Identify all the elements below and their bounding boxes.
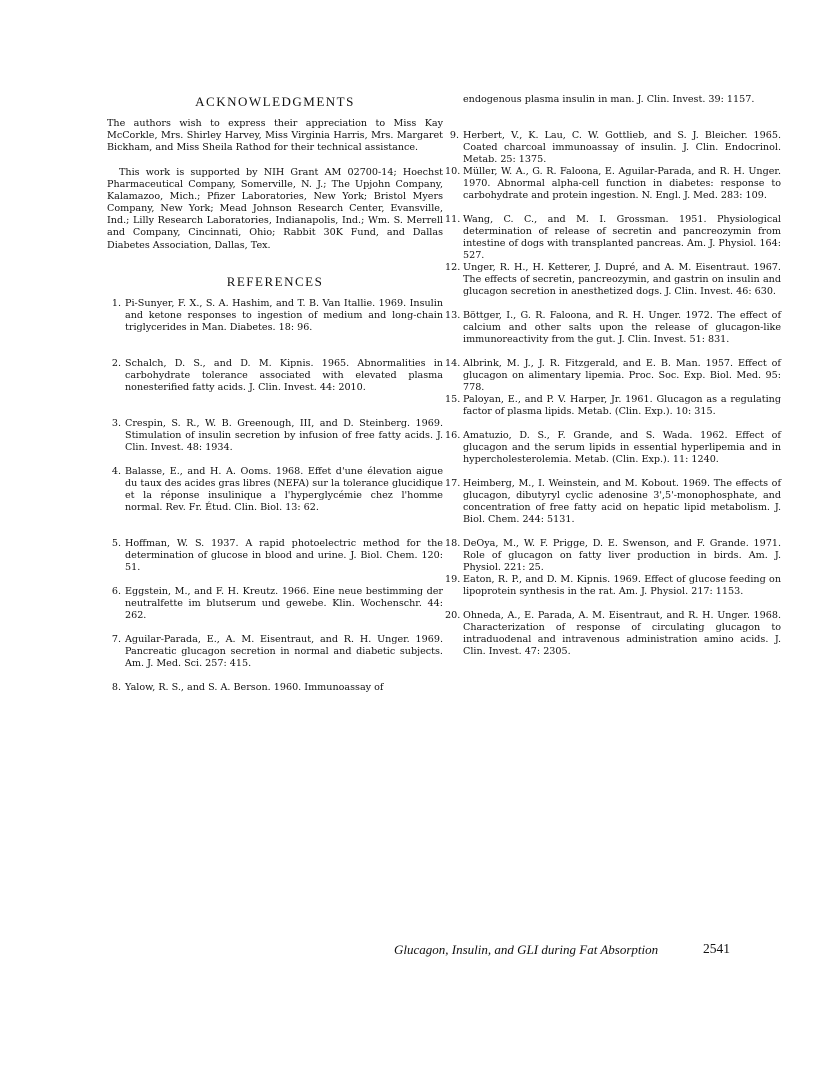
reference-item <box>107 298 443 334</box>
reference-text: Pi-Sunyer, F. X., S. A. Hashim, and T. B. Van Itallie. 1969. Insulin and ketone responses to ingestion of medium and long-chain triglycerides in Man. Diabetes. 18: 96. <box>125 298 443 334</box>
references-heading: REFERENCES <box>226 274 324 289</box>
reference-number: 18. <box>445 538 461 549</box>
reference-item <box>445 310 781 346</box>
reference-number: 10. <box>445 166 461 177</box>
reference-text: Paloyan, E., and P. V. Harper, Jr. 1961. Glucagon as a regulating factor of plasma lipids. Metab. (Clin. Exp.). 10: 315. <box>463 394 781 418</box>
reference-number: 9. <box>449 130 459 141</box>
reference-item <box>107 466 443 514</box>
reference-text: Albrink, M. J., J. R. Fitzgerald, and E. B. Man. 1957. Effect of glucagon on alimentary lipemia. Proc. Soc. Exp. Biol. Med. 95: 778. <box>463 358 781 394</box>
reference-number: 3. <box>111 418 121 429</box>
reference-text: Unger, R. H., H. Ketterer, J. Dupré, and A. M. Eisentraut. 1967. The effects of secretin, pancreozymin, and gastrin on insulin and glucagon secretion in anesthetized dogs. J. Clin. Invest. 46: 630. <box>463 262 781 298</box>
reference-item <box>445 394 781 418</box>
reference-item <box>445 574 781 598</box>
reference-item <box>107 358 443 394</box>
acknowledgments-support: This work is supported by NIH Grant AM 02700-14; Hoechst Pharmaceutical Company, Somerville, N. J.; The Upjohn Company, Kalamazoo, Mich.; Pfizer Laboratories, New York; Bristol Myers Company, New York; Mead Johnson Research Center, Evansville, Ind.; Lilly Research Laboratories, Indianapolis, Ind.; Wm. S. Merrell and Company, Cincinnati, Ohio; Rabbit 30K Fund, and Dallas Diabetes Association, Dallas, Tex. <box>107 167 443 251</box>
reference-item <box>107 634 443 670</box>
reference-item <box>445 478 781 526</box>
reference-text: Amatuzio, D. S., F. Grande, and S. Wada. 1962. Effect of glucagon and the serum lipids in essential hyperlipemia and in hypercholesterolemia. Metab. (Clin. Exp.). 11: 1240. <box>463 430 781 466</box>
reference-text: Schalch, D. S., and D. M. Kipnis. 1965. Abnormalities in carbohydrate tolerance associated with elevated plasma nonesterified fatty acids. J. Clin. Invest. 44: 2010. <box>125 358 443 394</box>
reference-text: Ohneda, A., E. Parada, A. M. Eisentraut, and R. H. Unger. 1968. Characterization of response of circulating glucagon to intraduodenal and intravenous administration amino acids. J. Clin. Invest. 47: 2305. <box>463 610 781 658</box>
reference-item <box>445 166 781 202</box>
reference-item <box>445 358 781 394</box>
reference-number: 12. <box>445 262 461 273</box>
reference-number: 17. <box>445 478 461 489</box>
reference-item <box>445 538 781 574</box>
acknowledgments-heading: ACKNOWLEDGMENTS <box>195 94 355 109</box>
reference-number: 13. <box>445 310 461 321</box>
reference-text: Aguilar-Parada, E., A. M. Eisentraut, and R. H. Unger. 1969. Pancreatic glucagon secretion in normal and diabetic subjects. Am. J. Med. Sci. 257: 415. <box>125 634 443 670</box>
reference-text: Müller, W. A., G. R. Faloona, E. Aguilar-Parada, and R. H. Unger. 1970. Abnormal alpha-cell function in diabetes: response to carbohydrate and protein ingestion. N. Engl. J. Med. 283: 109. <box>463 166 781 202</box>
reference-text: Hoffman, W. S. 1937. A rapid photoelectric method for the determination of glucose in blood and urine. J. Biol. Chem. 120: 51. <box>125 538 443 574</box>
reference-item <box>107 418 443 454</box>
reference-text: Eaton, R. P., and D. M. Kipnis. 1969. Effect of glucose feeding on lipoprotein synthesis in the rat. Am. J. Physiol. 217: 1153. <box>463 574 781 598</box>
reference-text: Crespin, S. R., W. B. Greenough, III, and D. Steinberg. 1969. Stimulation of insulin secretion by infusion of free fatty acids. J. Clin. Invest. 48: 1934. <box>125 418 443 454</box>
reference-item <box>445 130 781 166</box>
reference-text: Balasse, E., and H. A. Ooms. 1968. Effet d'une élevation aigue du taux des acides gras libres (NEFA) sur la tolerance glucidique et la réponse insulinique a l'hyperglycémie chez l'homme normal. Rev. Fr. Étud. Clin. Biol. 13: 62. <box>125 466 443 514</box>
reference-number: 6. <box>111 586 121 597</box>
reference-number: 11. <box>445 214 461 225</box>
reference-number: 1. <box>111 298 121 309</box>
reference-number: 20. <box>445 610 461 621</box>
reference-number: 4. <box>111 466 121 477</box>
reference-item <box>445 262 781 298</box>
reference-text: Heimberg, M., I. Weinstein, and M. Kobout. 1969. The effects of glucagon, dibutyryl cyclic adenosine 3',5'-monophosphate, and concentration of free fatty acid on hepatic lipid metabolism. J. Biol. Chem. 244: 5131. <box>463 478 781 526</box>
reference-number: 15. <box>445 394 461 405</box>
reference-text: Wang, C. C., and M. I. Grossman. 1951. Physiological determination of release of secretin and pancreozymin from intestine of dogs with transplanted pancreas. Am. J. Physiol. 164: 527. <box>463 214 781 262</box>
reference-item <box>107 538 443 574</box>
reference-item <box>445 610 781 658</box>
reference-item <box>107 586 443 622</box>
reference-item <box>445 214 781 262</box>
running-title: Glucagon, Insulin, and GLI during Fat Absorption <box>394 942 659 957</box>
reference-continuation: endogenous plasma insulin in man. J. Clin. Invest. 39: 1157. <box>463 94 755 105</box>
reference-number: 2. <box>111 358 121 369</box>
page-number: 2541 <box>703 941 730 956</box>
acknowledgments-thanks: The authors wish to express their appreciation to Miss Kay McCorkle, Mrs. Shirley Harvey, Miss Virginia Harris, Mrs. Margaret Bickham, and Miss Sheila Rathod for their technical assistance. <box>107 118 443 154</box>
reference-text: DeOya, M., W. F. Prigge, D. E. Swenson, and F. Grande. 1971. Role of glucagon on fatty liver production in birds. Am. J. Physiol. 221: 25. <box>463 538 781 574</box>
reference-text: Eggstein, M., and F. H. Kreutz. 1966. Eine neue bestimming der neutralfette im blutserum und gewebe. Klin. Wochenschr. 44: 262. <box>125 586 443 622</box>
reference-number: 7. <box>111 634 121 645</box>
reference-number: 8. <box>111 682 121 693</box>
reference-item <box>107 682 443 694</box>
reference-number: 19. <box>445 574 461 585</box>
reference-number: 5. <box>111 538 121 549</box>
reference-text: Yalow, R. S., and S. A. Berson. 1960. Immunoassay of <box>125 682 384 693</box>
reference-text: Herbert, V., K. Lau, C. W. Gottlieb, and S. J. Bleicher. 1965. Coated charcoal immunoassay of insulin. J. Clin. Endocrinol. Metab. 25: 1375. <box>463 130 781 166</box>
reference-text: Böttger, I., G. R. Faloona, and R. H. Unger. 1972. The effect of calcium and other salts upon the release of glucagon-like immunoreactivity from the gut. J. Clin. Invest. 51: 831. <box>463 310 781 346</box>
reference-item <box>445 430 781 466</box>
reference-number: 16. <box>445 430 461 441</box>
reference-number: 14. <box>445 358 461 369</box>
